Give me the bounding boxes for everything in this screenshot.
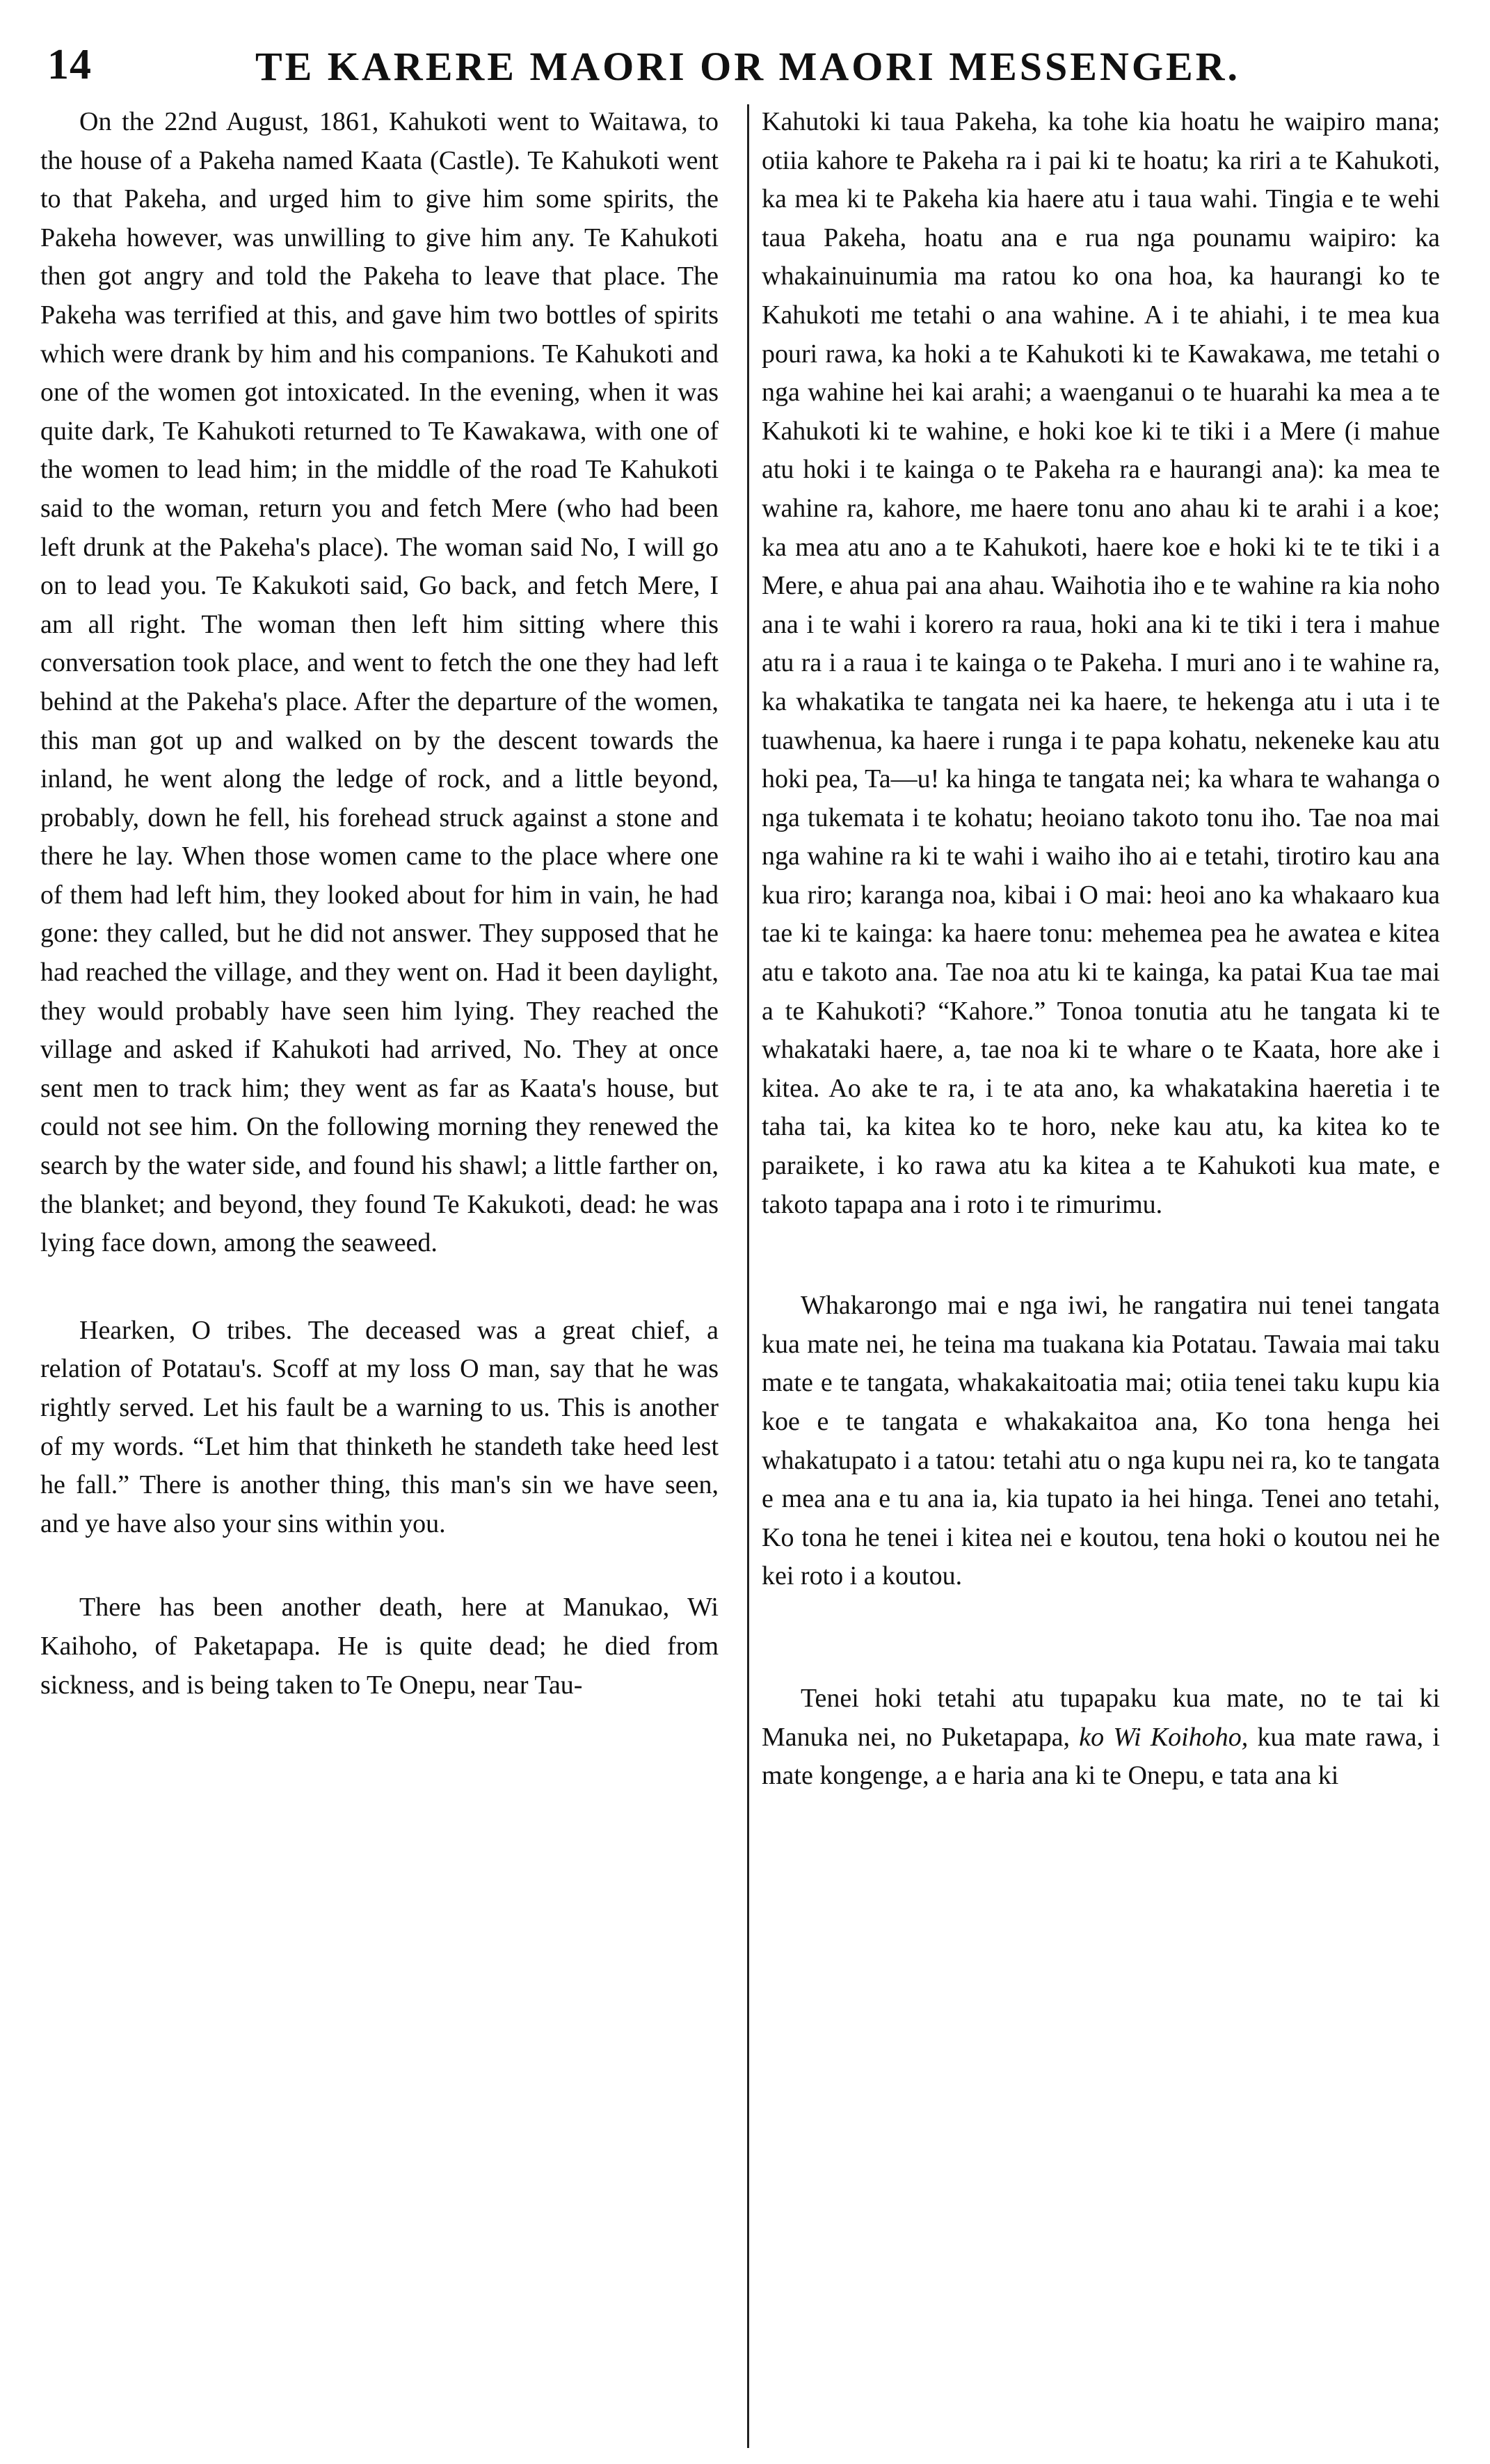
newspaper-title: TE KARERE MAORI OR MAORI MESSENGER. — [255, 44, 1241, 89]
deceased-name: ko Wi Koihoho, — [1079, 1722, 1249, 1752]
maori-paragraph-whakarongo: Whakarongo mai e nga iwi, he rangatira nui tenei tangata kua mate nei, he teina ma tuakana kia Potatau. Tawaia mai taku mate e te tangata, whakakaitoatia mai; otiia tenei taku kupu kia koe e te tangata e whakakaitoa ana, Ko tona henga hei whakatupato i a tatou: tetahi atu o nga kupu nei ra, ko te tangata e mea ana e tu ana ia, kia tupato ia hei hinga. Tenei ano tetahi, Ko tona he tenei i kitea nei e koutou, tena hoki o koutou nei he kei roto i a koutou. — [762, 1291, 1440, 1591]
maori-paragraph-tupapaku — [762, 1680, 1440, 1796]
english-paragraph-hearken: Hearken, O tribes. The deceased was a great chief, a relation of Potatau's. Scoff at my loss O man, say that he was rightly served. Let his fault be a warning to us. This is another of my words. “Let him that thinketh he standeth take heed lest he fall.” There is another thing, this man's sin we have seen, and ye have also your sins within you. — [40, 1315, 719, 1538]
page-number: 14 — [47, 41, 92, 88]
english-column — [40, 103, 719, 2447]
maori-paragraph-tupapaku-start: Tenei hoki tetahi atu tupapaku kua mate, no te tai ki Manuka nei, no Puketapapa, — [762, 1683, 1440, 1752]
english-paragraph-kahukoti-death: On the 22nd August, 1861, Kahukoti went to Waitawa, to the house of a Pakeha named Kaata (Castle). Te Kahukoti went to that Pakeha, and urged him to give him some spirits, the Pakeha however, was unwilling to give him any. Te Kahukoti then got angry and told the Pakeha to leave that place. The Pakeha was terrified at this, and gave him two bottles of spirits which were drank by him and his companions. Te Kahukoti and one of the women got intoxicated. In the evening, when it was quite dark, Te Kahukoti returned to Te Kawakawa, with one of the women to lead him; in the middle of the road Te Kahukoti said to the woman, return you and fetch Mere (who had been left drunk at the Pakeha's place). The woman said No, I will go on to lead you. Te Kakukoti said, Go back, and fetch Mere, I am all right. The woman then left him sitting where this conversation took place, and went to fetch the one they had left behind at the Pakeha's place. After the departure of the women, this man got up and walked on by the descent towards the inland, he went along the ledge of rock, and a little beyond, probably, down he fell, his forehead struck against a stone and there he lay. When those women came to the place where one of them had left him, they looked about for him in vain, he had gone: they called, but he did not answer. They supposed that he had reached the village, and they went on. Had it been daylight, they would probably have seen him lying. They reached the village and asked if Kahukoti had arrived, No. They at once sent men to track him; they went as far as Kaata's house, but could not see him. On the following morning they renewed the search by the water side, and found his shawl; a little farther on, the blanket; and beyond, they found Te Kakukoti, dead: he was lying face down, among the seaweed. — [40, 107, 719, 1258]
maori-paragraph-tupapaku-end: kua mate rawa, i mate kongenge, a e haria ana ki te Onepu, e tata ana ki — [762, 1722, 1440, 1791]
maori-paragraph-kahukoti-death: Kahutoki ki taua Pakeha, ka tohe kia hoatu he waipiro mana; otiia kahore te Pakeha ra i pai ki te hoatu; ka riri a te Kahukoti, ka mea ki te Pakeha kia haere atu i taua wahi. Tingia e te wehi taua Pakeha, hoatu ana e rua nga pounamu waipiro: ka whakainuinumia ma ratou ko ona hoa, ka haurangi ko te Kahukoti me tetahi o ana wahine. A i te ahiahi, i te mea kua pouri rawa, ka hoki a te Kahukoti ki te Kawakawa, me tetahi o nga wahine hei kai arahi; a waenganui o te huarahi ka mea a te Kahukoti ki te wahine, e hoki koe ki te tiki i a Mere (i mahue atu hoki i te kainga o te Pakeha ra e haurangi ana): ka mea te wahine ra, kahore, me haere tonu ano ahau ki te arahi i a koe; ka mea atu ano a te Kahukoti, haere koe e hoki ki te te tiki i a Mere, e ahua pai ana ahau. Waihotia iho e te wahine ra kia noho ana i te wahi i korero ra raua, hoki ana ki te tiki i tera i mahue atu ra i a raua i te kainga o te Pakeha. I muri ano i te wahine ra, ka whakatika te tangata nei ka haere, te hekenga atu i uta i te tuawhenua, ka haere i runga i te papa kohatu, nekeneke kau atu hoki pea, Ta—u! ka hinga te tangata nei; ka whara te wahanga o nga tukemata i te kohatu; heoiano takoto tonu iho. Tae noa mai nga wahine ra ki te wahi i waiho iho ai e tetahi, tirotiro kau ana kua riro; karanga noa, kibai i O mai: heoi ano ka whakaaro kua tae ki te kainga: ka haere tonu: mehemea pea he awatea e kitea atu e takoto ana. Tae noa atu ki te kainga, ka patai Kua tae mai a te Kahukoti? “Kahore.” Tonoa tonutia atu he tangata ki te whakataki haere, a, tae noa ki te whare o te Kaata, hore ake i kitea. Ao ake te ra, i te ata ano, ka whakatakina haeretia i te taha tai, ka kitea ko te horo, neke kau atu, ka kitea ko te paraikete, i ko rawa atu ka kitea a te Kahukoti kua mate, e takoto tapapa ana i roto i te rimurimu. — [762, 107, 1440, 1219]
english-paragraph-another-death: There has been another death, here at Manukao, Wi Kaihoho, of Paketapapa. He is quite dead; he died from sickness, and is being taken to Te Onepu, near Tau- — [40, 1593, 719, 1700]
column-divider — [747, 104, 749, 2448]
page-header — [28, 40, 1468, 96]
maori-column — [762, 103, 1440, 2447]
